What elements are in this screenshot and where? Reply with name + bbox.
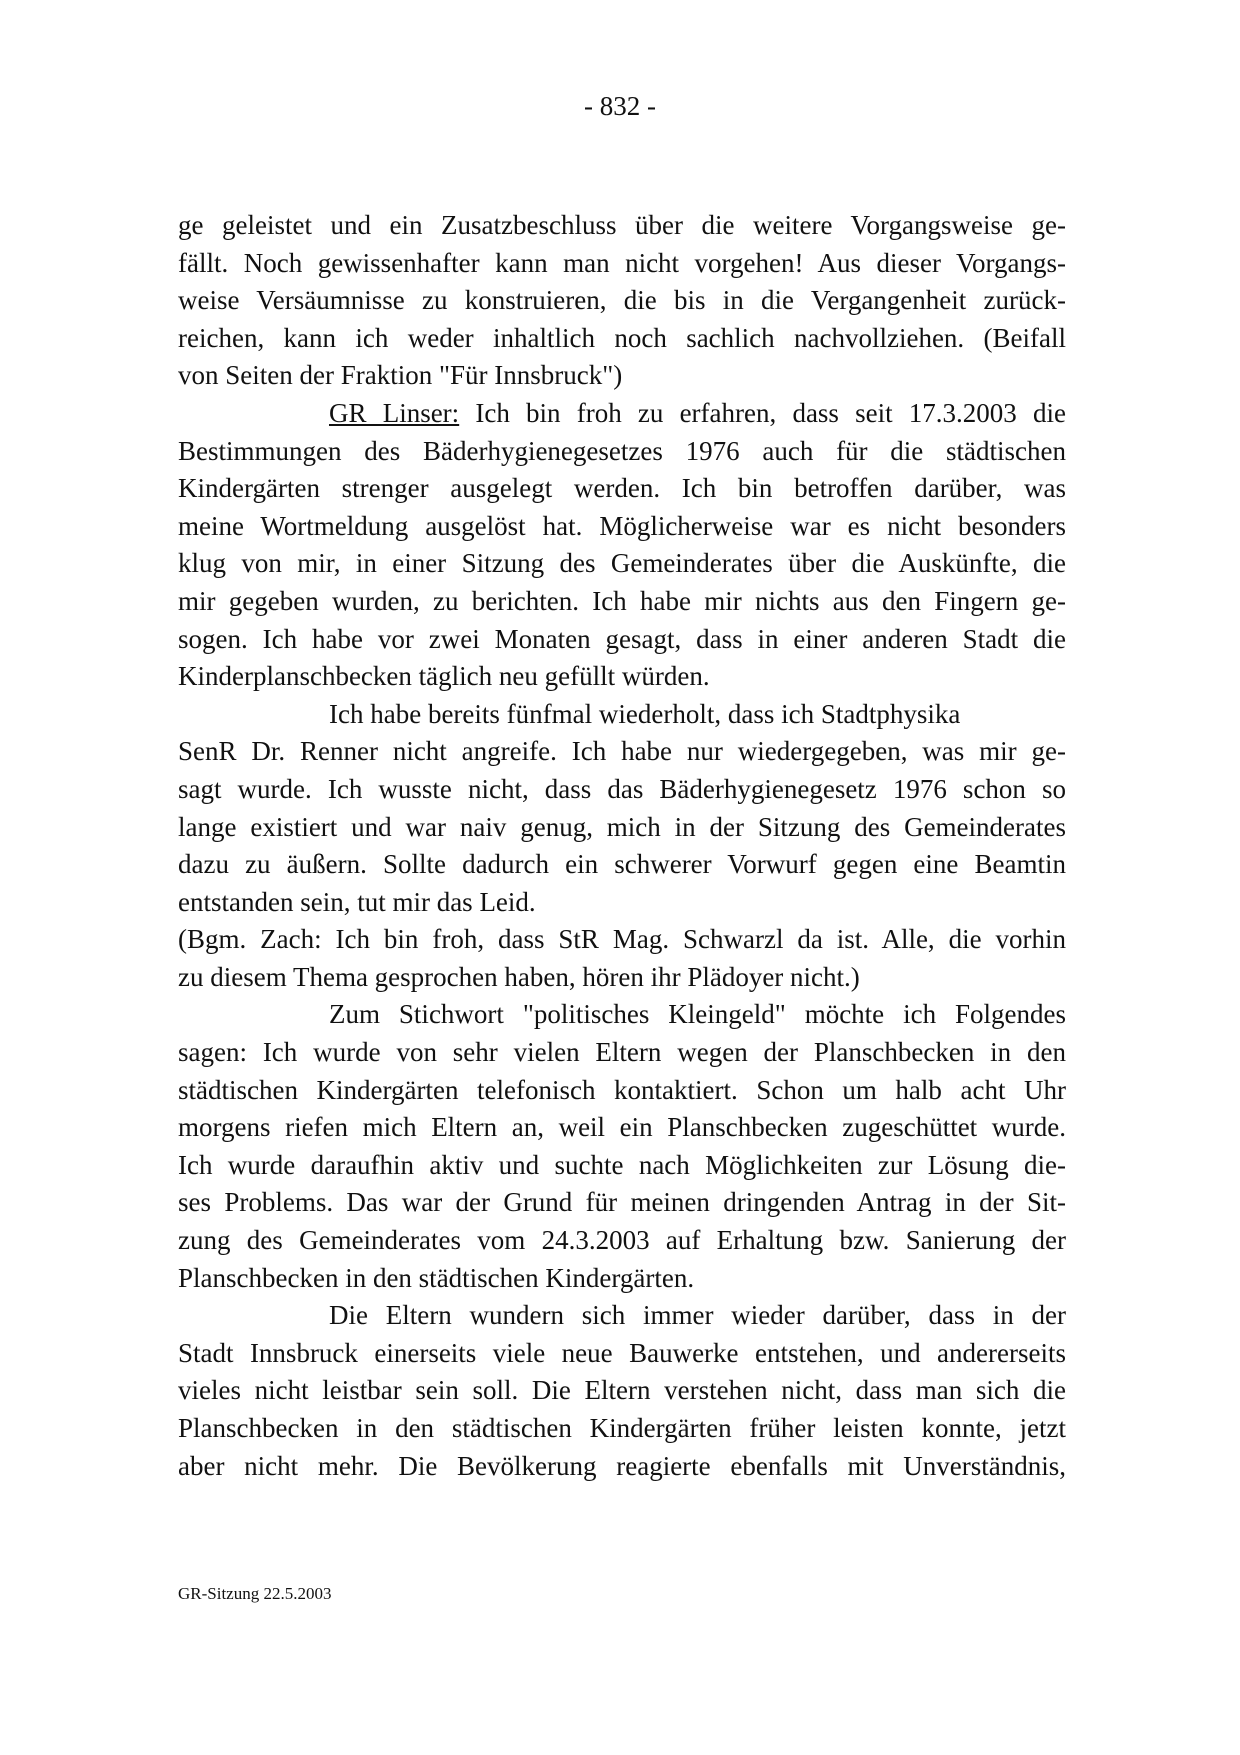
body-text [178, 207, 1066, 1485]
text-line: ge geleistet und ein Zusatzbeschluss über die weitere Vorgangsweise ge- [178, 210, 1066, 240]
text-line: weise Versäumnisse zu konstruieren, die bis in die Vergangenheit zurück- [178, 285, 1066, 316]
speaker-text: Ich bin froh zu erfahren, dass seit 17.3.2003 die [459, 397, 1066, 428]
text-line [178, 395, 1066, 433]
text-line: dazu zu äußern. Sollte dadurch ein schwerer Vorwurf gegen eine Beamtin [178, 849, 1066, 880]
page-number: - 832 - [584, 91, 656, 121]
text-line: aber nicht mehr. Die Bevölkerung reagierte ebenfalls mit Unverständnis, [178, 1450, 1066, 1481]
text-line: Planschbecken in den städtischen Kindergärten. [178, 1262, 695, 1293]
text-line: Ich wurde daraufhin aktiv und suchte nach Möglichkeiten zur Lösung die- [178, 1149, 1066, 1180]
paragraph-5 [178, 996, 1066, 1297]
text-line: städtischen Kindergärten telefonisch kontaktiert. Schon um halb acht Uhr [178, 1074, 1066, 1105]
text-line: Stadt Innsbruck einerseits viele neue Bauwerke entstehen, und andererseits [178, 1337, 1066, 1368]
paragraph-1 [178, 207, 1066, 395]
text-line: reichen, kann ich weder inhaltlich noch sachlich nachvollziehen. (Beifall [178, 322, 1066, 353]
text-line: Planschbecken in den städtischen Kindergärten früher leisten konnte, jetzt [178, 1413, 1066, 1443]
text-line: mir gegeben wurden, zu berichten. Ich habe mir nichts aus den Fingern ge- [178, 585, 1066, 616]
text-line: sogen. Ich habe vor zwei Monaten gesagt, dass in einer anderen Stadt die [178, 623, 1066, 654]
text-line: ses Problems. Das war der Grund für meinen dringenden Antrag in der Sit- [178, 1187, 1066, 1218]
text-line: sagt wurde. Ich wusste nicht, dass das Bäderhygienegesetz 1976 schon so [178, 773, 1066, 804]
text-line: zu diesem Thema gesprochen haben, hören ihr Plädoyer nicht.) [178, 961, 860, 992]
text-line: klug von mir, in einer Sitzung des Gemeinderates über die Auskünfte, die [178, 548, 1066, 579]
text-line: Kinderplanschbecken täglich neu gefüllt würden. [178, 661, 710, 692]
text-line: lange existiert und war naiv genug, mich in der Sitzung des Gemeinderates [178, 811, 1066, 842]
text-line: entstanden sein, tut mir das Leid. [178, 886, 536, 917]
text-line: Ich habe bereits fünfmal wiederholt, dass ich Stadtphysika [329, 698, 961, 729]
paragraph-4-interjection [178, 921, 1066, 996]
text-line: Kindergärten strenger ausgelegt werden. Ich bin betroffen darüber, was [178, 473, 1066, 504]
paragraph-6 [178, 1297, 1066, 1485]
text-line: (Bgm. Zach: Ich bin froh, dass StR Mag. Schwarzl da ist. Alle, die vorhin [178, 924, 1066, 955]
text-line: Die Eltern wundern sich immer wieder darüber, dass in der [329, 1300, 1066, 1331]
paragraph-2 [178, 395, 1066, 696]
text-line: vieles nicht leistbar sein soll. Die Eltern verstehen nicht, dass man sich die [178, 1375, 1066, 1406]
text-line: meine Wortmeldung ausgelöst hat. Möglicherweise war es nicht besonders [178, 510, 1066, 541]
text-line: morgens riefen mich Eltern an, weil ein Planschbecken zugeschüttet wurde. [178, 1112, 1066, 1143]
text-line: zung des Gemeinderates vom 24.3.2003 auf Erhaltung bzw. Sanierung der [178, 1225, 1066, 1256]
text-line: sagen: Ich wurde von sehr vielen Eltern wegen der Planschbecken in den [178, 1037, 1066, 1068]
text-line: fällt. Noch gewissenhafter kann man nicht vorgehen! Aus dieser Vorgangs- [178, 247, 1066, 278]
text-line: SenR Dr. Renner nicht angreife. Ich habe nur wiedergegeben, was mir ge- [178, 736, 1066, 767]
text-line: Bestimmungen des Bäderhygienegesetzes 1976 auch für die städtischen [178, 435, 1066, 466]
footer-session-date: GR-Sitzung 22.5.2003 [178, 1584, 332, 1603]
paragraph-3 [178, 696, 1066, 922]
speaker-name: GR Linser: [329, 397, 460, 428]
text-line: von Seiten der Fraktion "Für Innsbruck") [178, 360, 623, 391]
text-line: Zum Stichwort "politisches Kleingeld" möchte ich Folgendes [329, 999, 1066, 1030]
